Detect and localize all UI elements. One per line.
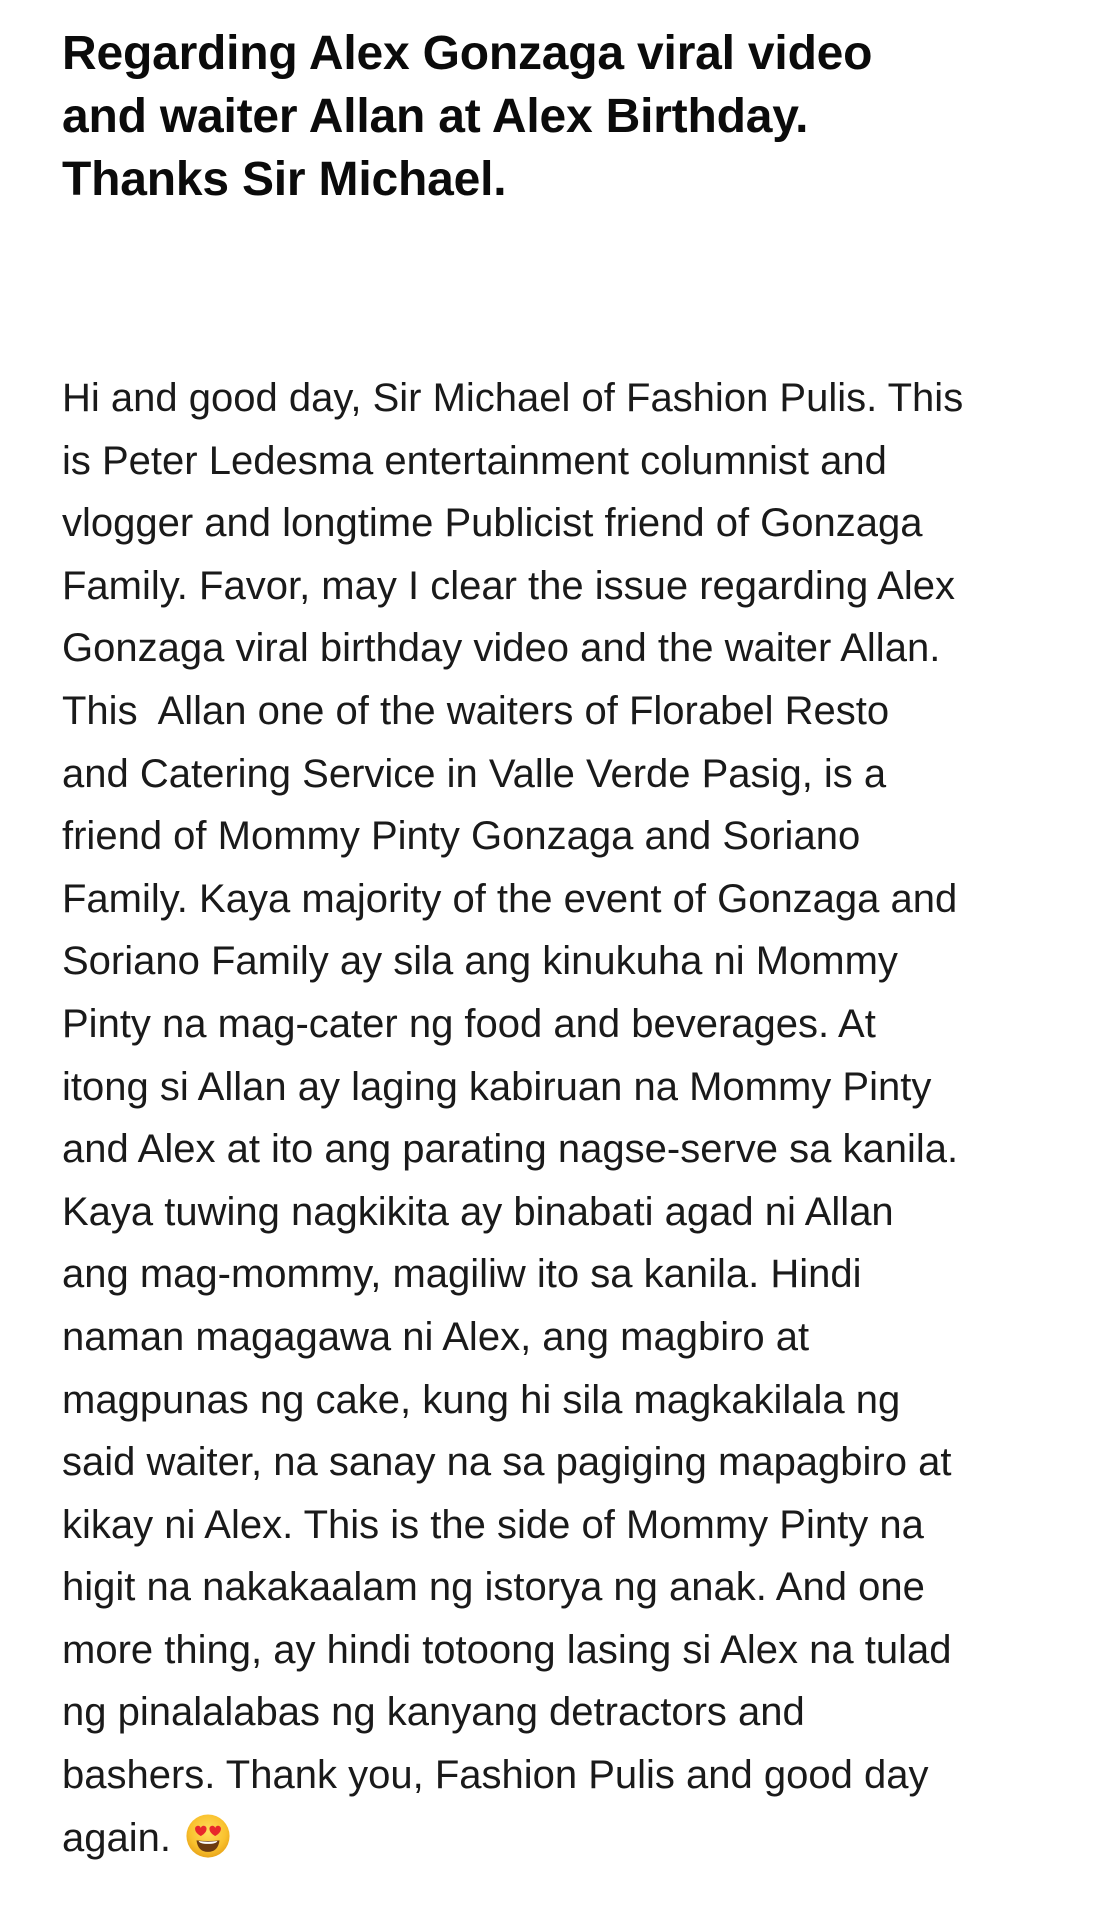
- post-body-line: ng pinalalabas ng kanyang detractors and: [62, 1690, 805, 1735]
- smiling-face-with-heart-eyes-icon: [185, 1813, 231, 1859]
- post-body-line: and Catering Service in Valle Verde Pasig, is a: [62, 751, 887, 796]
- post-body-line: is Peter Ledesma entertainment columnist and: [62, 438, 887, 483]
- post-body-line: higit na nakakaalam ng istorya ng anak. And one: [62, 1565, 925, 1610]
- post-body-last-text: again.: [62, 1815, 171, 1860]
- post-body-line: Family. Kaya majority of the event of Gonzaga and: [62, 876, 958, 921]
- post-title-line: Regarding Alex Gonzaga viral video: [62, 27, 873, 80]
- post-body-last-line: [62, 1807, 1082, 1870]
- post-title: [62, 22, 1062, 211]
- post-body-line: vlogger and longtime Publicist friend of Gonzaga: [62, 501, 923, 546]
- post-body-line: Gonzaga viral birthday video and the waiter Allan.: [62, 626, 941, 671]
- post-body-line: friend of Mommy Pinty Gonzaga and Soriano: [62, 814, 861, 859]
- post-body-line: Pinty na mag-cater ng food and beverages. At: [62, 1001, 876, 1046]
- post-body-line: Kaya tuwing nagkikita ay binabati agad ni Allan: [62, 1189, 894, 1234]
- post-body-line: Hi and good day, Sir Michael of Fashion Pulis. This: [62, 376, 964, 420]
- post-body-line: and Alex at ito ang parating nagse-serve sa kanila.: [62, 1127, 959, 1172]
- post-title-line: Thanks Sir Michael.: [62, 153, 507, 206]
- post-body-line: Soriano Family ay sila ang kinukuha ni Mommy: [62, 939, 898, 984]
- post-body-line: ang mag-mommy, magiliw ito sa kanila. Hindi: [62, 1252, 862, 1297]
- post-title-line: and waiter Allan at Alex Birthday.: [62, 90, 809, 143]
- post-body-line: Family. Favor, may I clear the issue regarding Alex: [62, 563, 955, 608]
- post-body-line: magpunas ng cake, kung hi sila magkakilala ng: [62, 1377, 901, 1422]
- post-body-line: said waiter, na sanay na sa pagiging mapagbiro at: [62, 1440, 952, 1485]
- post-body-line: kikay ni Alex. This is the side of Mommy Pinty na: [62, 1502, 924, 1547]
- post-body: [62, 367, 1082, 1869]
- post-body-line: naman magagawa ni Alex, ang magbiro at: [62, 1314, 810, 1359]
- post-body-line: itong si Allan ay laging kabiruan na Mommy Pinty: [62, 1064, 932, 1109]
- post-body-line: This Allan one of the waiters of Florabel Resto: [62, 688, 890, 733]
- post-body-line: more thing, ay hindi totoong lasing si Alex na tulad: [62, 1627, 952, 1672]
- post-body-line: bashers. Thank you, Fashion Pulis and good day: [62, 1753, 929, 1798]
